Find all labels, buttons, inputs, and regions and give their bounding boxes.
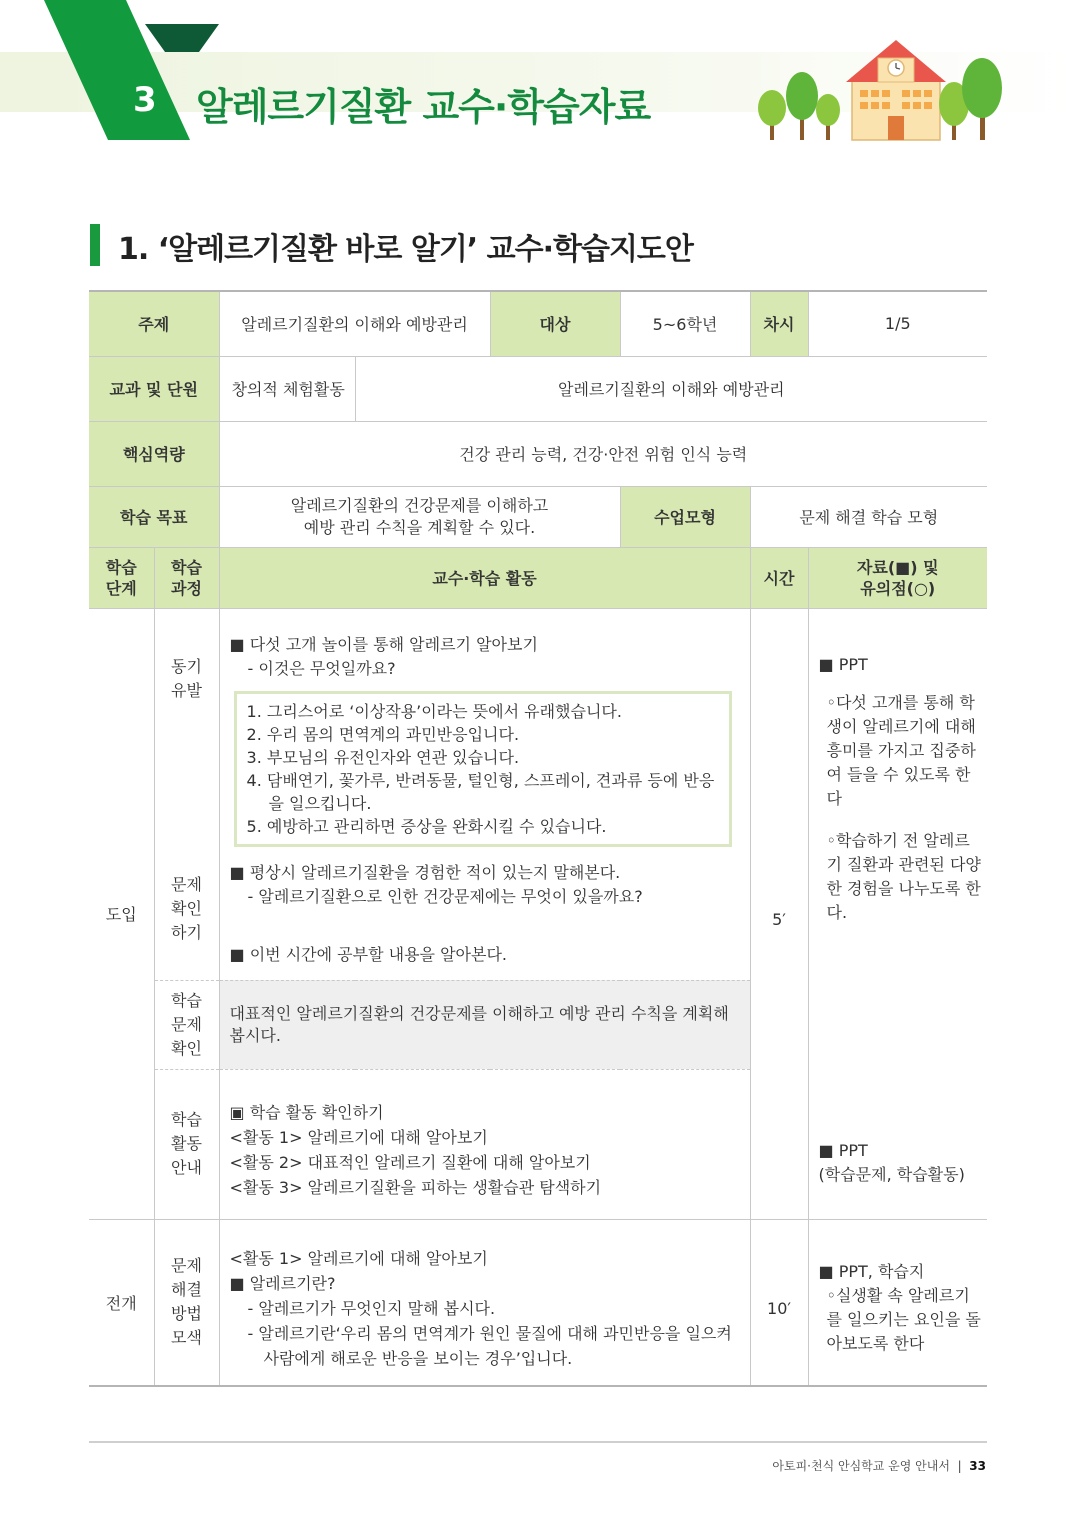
section-title: 1. ‘알레르기질환 바로 알기’ 교수·학습지도안 <box>118 232 693 267</box>
process-develop-line-2: 해결 <box>171 1280 202 1300</box>
row-competency <box>89 421 987 486</box>
stage-develop: 전개 <box>89 1219 154 1386</box>
activity-today-content: ■ 이번 시간에 공부할 내용을 알아본다. <box>229 945 507 964</box>
model-value: 문제 해결 학습 모형 <box>750 486 987 547</box>
note-ppt: ■ PPT <box>818 654 868 674</box>
notes-develop-cell <box>808 1219 987 1386</box>
process-activity-guide-line-3: 안내 <box>171 1158 202 1177</box>
unit-value: 알레르기질환의 이해와 예방관리 <box>355 356 987 421</box>
model-label: 수업모형 <box>620 486 750 547</box>
process-develop-line-1: 문제 <box>171 1256 202 1276</box>
quiz-item: 3. 부모님의 유전인자와 연관 있습니다. <box>246 748 520 767</box>
col-notes-line-1: 자료(■) 및 <box>856 557 939 577</box>
section-title-bar <box>90 224 100 266</box>
note-five-hints: ◦다섯 고개를 통해 학생이 알레르기에 대해 흥미를 가지고 집중하여 들을 수 있도록 한다 <box>826 692 976 808</box>
process-develop <box>161 1254 213 1350</box>
col-activity-header: 교수·학습 활동 <box>219 547 750 608</box>
session-value: 1/5 <box>808 291 987 356</box>
goal-line-2: 예방 관리 수칙을 계획할 수 있다. <box>303 517 536 537</box>
footer-title: 아토피·천식 안심학교 운영 안내서 <box>772 1459 950 1473</box>
row-subject <box>89 356 987 421</box>
activity-five-hints: ■ 다섯 고개 놀이를 통해 알레르기 알아보기 <box>229 635 538 654</box>
note-experience: ◦학습하기 전 알레르기 질환과 관련된 다양한 경험을 나누도록 한다. <box>826 830 981 922</box>
process-motivation-line-2: 유발 <box>171 681 202 700</box>
col-process-line-1: 학습 <box>171 557 202 577</box>
stage-intro: 도입 <box>89 608 154 1219</box>
col-process-line-2: 과정 <box>171 578 202 598</box>
process-learning-problem-line-1: 학습 <box>171 990 202 1010</box>
process-activity-guide-cell <box>154 1069 219 1219</box>
note-ppt-worksheet: ■ PPT, 학습지 <box>818 1262 925 1282</box>
footer-divider <box>89 1441 987 1443</box>
page-footer <box>772 1457 986 1474</box>
target-value: 5~6학년 <box>620 291 750 356</box>
col-notes-header <box>808 547 987 608</box>
col-stage-line-2: 단계 <box>105 578 137 598</box>
quiz-item: 5. 예방하고 관리하면 증상을 완화시킬 수 있습니다. <box>246 817 607 836</box>
school-trees-illustration <box>750 30 1010 145</box>
process-develop-cell <box>154 1219 219 1386</box>
activity-guide-cell <box>219 1069 750 1219</box>
quiz-item: 4. 담배연기, 꽃가루, 반려동물, 털인형, 스프레이, 견과류 등에 반응을 일으킵니다. <box>246 771 715 813</box>
row-intro-motivation <box>89 608 987 980</box>
lesson-plan-table <box>89 290 987 1387</box>
process-problem-line-3: 하기 <box>171 923 202 942</box>
quiz-box <box>234 691 732 847</box>
time-develop: 10′ <box>750 1219 808 1386</box>
col-stage-header <box>89 547 154 608</box>
row-column-headers <box>89 547 987 608</box>
subject-label: 교과 및 단원 <box>89 356 219 421</box>
process-learning-problem <box>161 989 213 1061</box>
activity-experience-question: - 알레르기질환으로 인한 건강문제에는 무엇이 있을까요? <box>247 887 643 906</box>
process-learning-problem-cell <box>154 980 219 1069</box>
col-process-header <box>154 547 219 608</box>
page-number: 33 <box>969 1459 986 1473</box>
notes-intro-cell <box>808 608 987 1219</box>
topic-value: 알레르기질환의 이해와 예방관리 <box>219 291 490 356</box>
process-problem-line-2: 확인 <box>171 899 202 918</box>
activity-intro-cell <box>219 608 750 980</box>
row-topic <box>89 291 987 356</box>
col-stage-line-1: 학습 <box>105 557 137 577</box>
process-develop-line-3: 방법 <box>171 1304 202 1324</box>
activity-what-is-allergy: ■ 알레르기란? <box>229 1273 336 1293</box>
subject-value: 창의적 체험활동 <box>219 356 355 421</box>
col-notes-line-2: 유의점(○) <box>860 578 936 598</box>
process-activity-guide <box>161 1108 213 1180</box>
activity-guide-item: <활동 3> 알레르기질환을 피하는 생활습관 탐색하기 <box>229 1178 602 1197</box>
row-develop <box>89 1219 987 1386</box>
topic-label: 주제 <box>89 291 219 356</box>
note-daily-factors: ◦실생활 속 알레르기를 일으키는 요인을 돌아보도록 한다 <box>826 1286 981 1354</box>
session-label: 차시 <box>750 291 808 356</box>
process-problem-line-1: 문제 <box>171 875 202 894</box>
row-goal <box>89 486 987 547</box>
quiz-item: 2. 우리 몸의 면역계의 과민반응입니다. <box>246 725 520 744</box>
goal-label: 학습 목표 <box>89 486 219 547</box>
process-motivation-line-1: 동기 <box>171 657 202 676</box>
activity-allergy-question: - 알레르기가 무엇인지 말해 봅시다. <box>247 1298 496 1318</box>
note-ppt-2: ■ PPT <box>818 1140 868 1160</box>
chapter-title: 알레르기질환 교수·학습자료 <box>196 85 651 129</box>
activity-five-hints-question: - 이것은 무엇일까요? <box>247 659 396 678</box>
competency-value: 건강 관리 능력, 건강·안전 위험 인식 능력 <box>219 421 987 486</box>
chapter-number: 3 <box>133 80 157 120</box>
process-motivation-cell <box>154 608 219 980</box>
activity-guide-title: ▣ 학습 활동 확인하기 <box>229 1103 384 1122</box>
process-problem-check <box>161 873 213 945</box>
note-ppt-detail: (학습문제, 학습활동) <box>818 1164 965 1184</box>
process-activity-guide-line-1: 학습 <box>171 1110 202 1129</box>
quiz-item: 1. 그리스어로 ‘이상작용’이라는 뜻에서 유래했습니다. <box>246 702 622 721</box>
activity-guide-item: <활동 1> 알레르기에 대해 알아보기 <box>229 1128 488 1147</box>
activity-develop-cell <box>219 1219 750 1386</box>
activity-experience: ■ 평상시 알레르기질환을 경험한 적이 있는지 말해본다. <box>229 863 621 882</box>
activity-1-title: <활동 1> 알레르기에 대해 알아보기 <box>229 1248 488 1268</box>
process-learning-problem-line-3: 확인 <box>171 1038 202 1058</box>
process-develop-line-4: 모색 <box>171 1328 202 1348</box>
goal-line-1: 알레르기질환의 건강문제를 이해하고 <box>290 495 549 515</box>
competency-label: 핵심역량 <box>89 421 219 486</box>
goal-value <box>219 486 620 547</box>
learning-problem-statement: 대표적인 알레르기질환의 건강문제를 이해하고 예방 관리 수칙을 계획해 봅시다. <box>219 980 750 1069</box>
activity-allergy-definition: - 알레르기란‘우리 몸의 면역계가 원인 물질에 대해 과민반응을 일으켜 사람에게 해로운 반응을 보이는 경우’입니다. <box>247 1323 732 1368</box>
time-intro: 5′ <box>750 608 808 1219</box>
process-activity-guide-line-2: 활동 <box>171 1134 202 1153</box>
activity-guide-item: <활동 2> 대표적인 알레르기 질환에 대해 알아보기 <box>229 1153 591 1172</box>
footer-separator: | <box>953 1459 966 1473</box>
col-time-header: 시간 <box>750 547 808 608</box>
target-label: 대상 <box>490 291 620 356</box>
process-motivation <box>161 655 213 703</box>
process-learning-problem-line-2: 문제 <box>171 1014 202 1034</box>
